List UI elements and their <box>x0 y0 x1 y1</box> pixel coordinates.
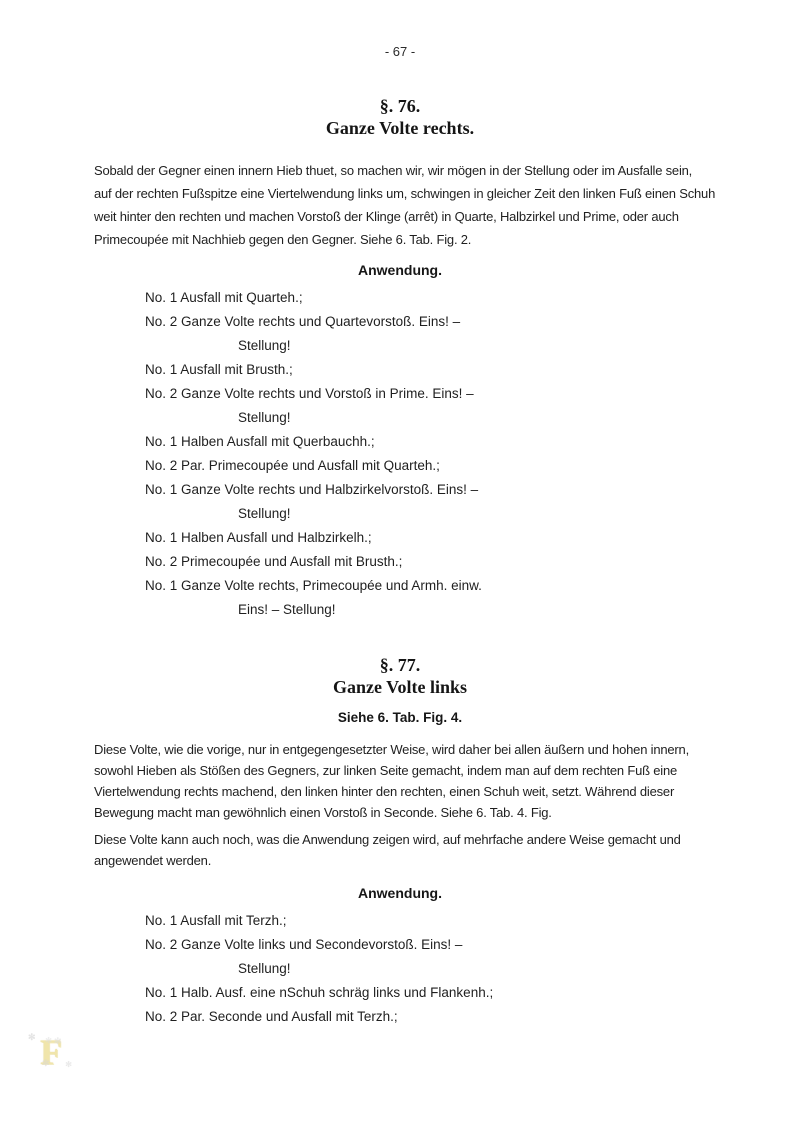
section-76-title: Ganze Volte rechts. <box>325 118 475 138</box>
page-number: - 67 - <box>384 44 416 59</box>
paragraph-line: auf der rechten Fußspitze eine Viertelwendung links um, schwingen in gleicher Zeit den linken Fuß einen Schuh <box>94 186 716 201</box>
section-77-figure-reference: Siehe 6. Tab. Fig. 4. <box>337 710 463 725</box>
exercise-line-response: Stellung! <box>238 961 291 976</box>
exercise-line: No. 1 Halben Ausfall mit Querbauchh.; <box>145 434 375 449</box>
section-77-number: §. 77. <box>379 655 421 675</box>
section-76-exercise-list <box>94 286 706 622</box>
section-77-paragraph-2 <box>94 829 706 871</box>
section-77-title: Ganze Volte links <box>332 677 468 697</box>
paragraph-line: weit hinter den rechten und machen Vorstoß der Klinge (arrêt) in Quarte, Halbzirkel und Prime, oder auch <box>94 209 679 224</box>
exercise-line-response: Eins! – Stellung! <box>238 602 336 617</box>
exercise-line: No. 2 Ganze Volte rechts und Quartevorstoß. Eins! – <box>145 314 461 329</box>
page-content-column <box>94 0 716 1029</box>
exercise-line-response: Stellung! <box>238 338 291 353</box>
paragraph-line: angewendet werden. <box>94 853 212 868</box>
paragraph-line: Diese Volte kann auch noch, was die Anwendung zeigen wird, auf mehrfache andere Weise gemacht und <box>94 832 681 847</box>
section-77-heading <box>94 654 706 698</box>
section-76-paragraph <box>94 159 716 251</box>
exercise-line: No. 2 Primecoupée und Ausfall mit Brusth.; <box>145 554 403 569</box>
watermark-ornament: ✻ F ✻ <box>34 1031 68 1073</box>
section-76-number: §. 76. <box>379 96 421 116</box>
exercise-line: No. 1 Ganze Volte rechts, Primecoupée und Armh. einw. <box>145 578 482 593</box>
section-77-exercise-list <box>94 909 706 1029</box>
paragraph-line: Bewegung macht man gewöhnlich einen Vorstoß in Seconde. Siehe 6. Tab. 4. Fig. <box>94 805 552 820</box>
paragraph-line: Viertelwendung rechts machend, den linken hinter den rechten, einen Schuh weit, setzt. Während dieser <box>94 784 675 799</box>
exercise-line-response: Stellung! <box>238 506 291 521</box>
exercise-line: No. 2 Par. Primecoupée und Ausfall mit Quarteh.; <box>145 458 440 473</box>
exercise-line: No. 1 Halb. Ausf. eine nSchuh schräg links und Flankenh.; <box>145 985 494 1000</box>
exercise-line: No. 1 Halben Ausfall und Halbzirkelh.; <box>145 530 372 545</box>
section-77-anwendung-heading: Anwendung. <box>358 885 442 901</box>
exercise-line: No. 1 Ganze Volte rechts und Halbzirkelvorstoß. Eins! – <box>145 482 479 497</box>
exercise-line: No. 1 Ausfall mit Quarteh.; <box>145 290 303 305</box>
exercise-line-response: Stellung! <box>238 410 291 425</box>
exercise-line: No. 2 Par. Seconde und Ausfall mit Terzh.; <box>145 1009 398 1024</box>
paragraph-line: Diese Volte, wie die vorige, nur in entgegengesetzter Weise, wird daher bei allen äußern und hohen innern, <box>94 742 689 757</box>
paragraph-line: sowohl Hieben als Stößen des Gegners, zur linken Seite gemacht, indem man auf dem rechten Fuß eine <box>94 763 678 778</box>
paragraph-line: Primecoupée mit Nachhieb gegen den Gegner. Siehe 6. Tab. Fig. 2. <box>94 232 472 247</box>
exercise-line: No. 2 Ganze Volte rechts und Vorstoß in Prime. Eins! – <box>145 386 474 401</box>
section-77-paragraph-1 <box>94 739 706 823</box>
exercise-line: No. 1 Ausfall mit Brusth.; <box>145 362 293 377</box>
exercise-line: No. 1 Ausfall mit Terzh.; <box>145 913 287 928</box>
section-76-anwendung-heading: Anwendung. <box>358 262 442 278</box>
paragraph-line: Sobald der Gegner einen innern Hieb thuet, so machen wir, wir mögen in der Stellung oder im Ausfalle sein, <box>94 163 693 178</box>
exercise-line: No. 2 Ganze Volte links und Secondevorstoß. Eins! – <box>145 937 463 952</box>
section-76-heading <box>94 95 706 139</box>
